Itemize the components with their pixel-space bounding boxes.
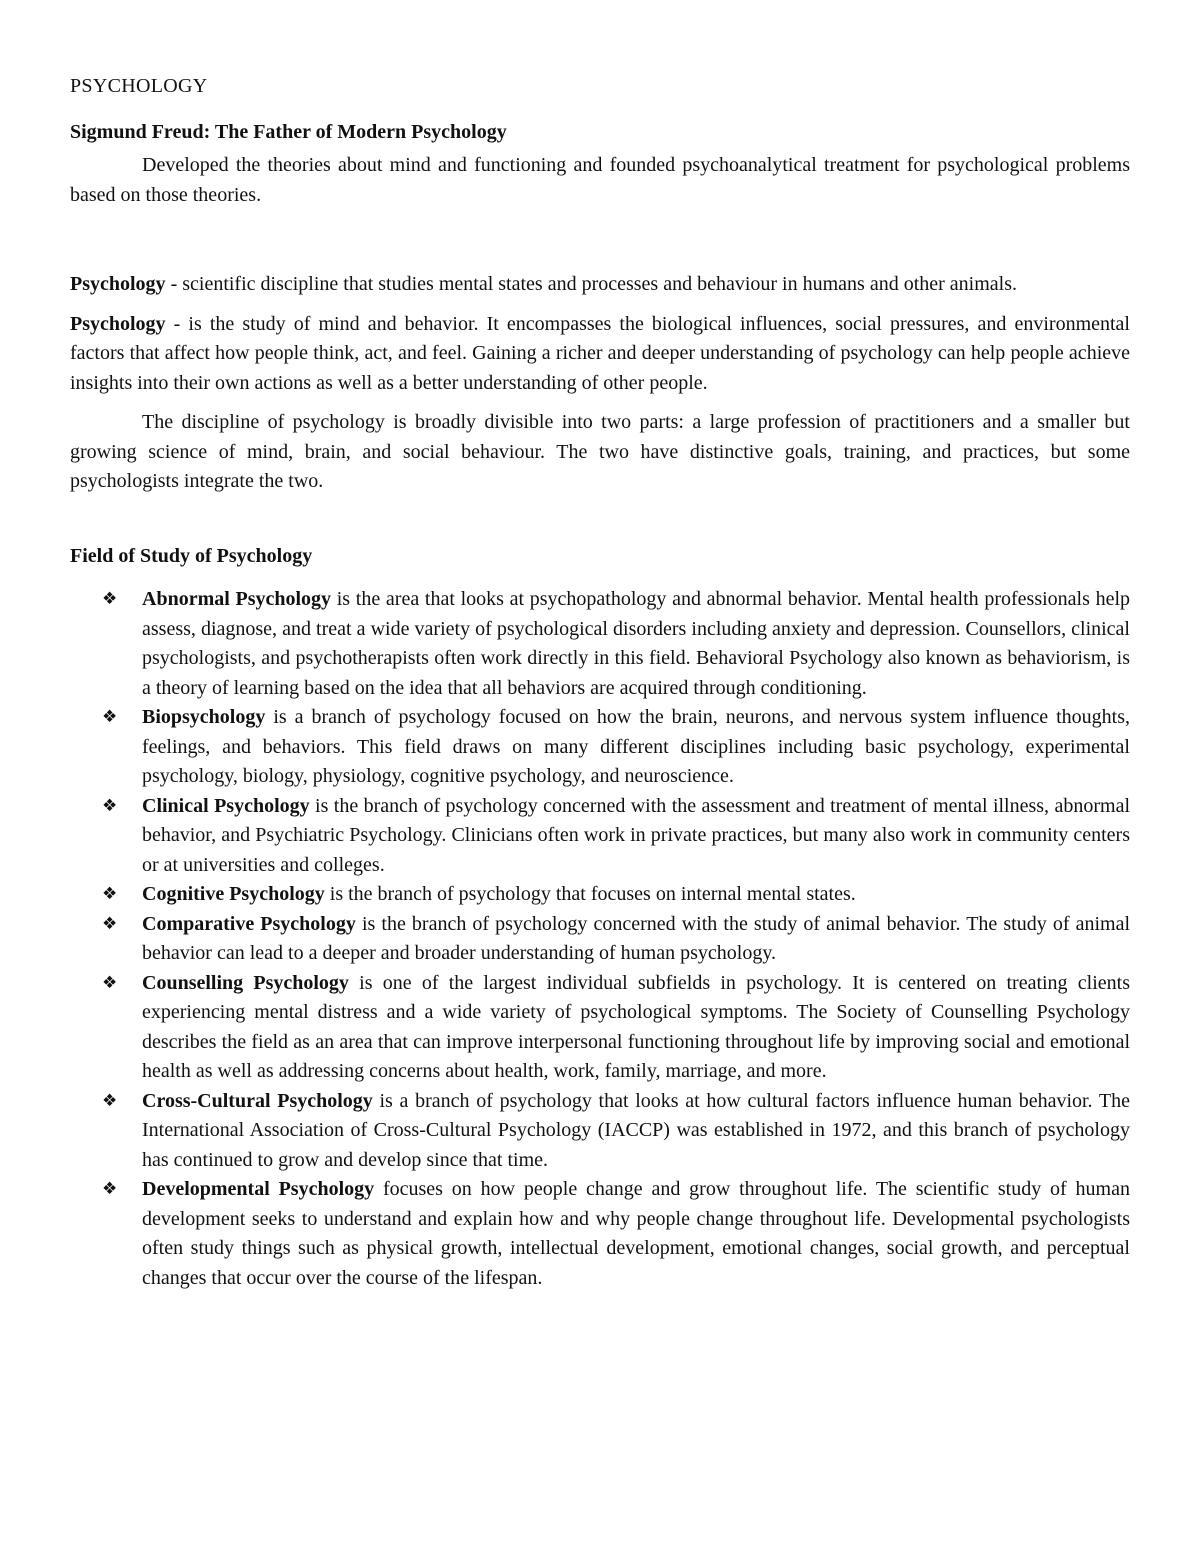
diamond-bullet-icon: ❖ — [102, 1090, 118, 1111]
definition-term: Psychology — [70, 312, 166, 335]
list-item — [70, 910, 1130, 969]
freud-paragraph: Developed the theories about mind and functioning and founded psychoanalytical treatment for psychological problems based on those theories. — [70, 154, 1130, 206]
definition-term: Psychology — [70, 273, 166, 295]
definition-text: - is the study of mind and behavior. It encompasses the biological influences, social pressures, and environmental factors that affect how people think, act, and feel. Gaining a richer and deeper understanding of psychology can help people achieve insights into their own actions as well as a better understanding of other people. — [70, 312, 1130, 394]
field-text: is one of the largest individual subfields in psychology. It is centered on treating clients experiencing mental distress and a wide variety of psychological symptoms. The Society of Counselling Psychology describes the field as an area that can improve interpersonal functioning throughout life by improving social and emotional health as well as addressing concerns about health, work, family, marriage, and more. — [142, 971, 1130, 1082]
fields-list — [70, 585, 1130, 1293]
definition-paragraph-2 — [70, 310, 1130, 399]
document-title: PSYCHOLOGY — [70, 75, 208, 97]
field-name: Cross-Cultural Psychology — [142, 1089, 373, 1112]
field-name: Abnormal Psychology — [142, 588, 332, 610]
diamond-bullet-icon: ❖ — [102, 913, 118, 934]
list-item — [70, 792, 1130, 881]
definition-paragraph-1 — [70, 270, 1130, 300]
list-item — [70, 880, 1130, 910]
field-text: is the area that looks at psychopathology and abnormal behavior. Mental health professionals help assess, diagnose, and treat a wide variety of psychological disorders including anxiety and depression. Counsellors, clinical psychologists, and psychotherapists often work directly in this field. Behavioral Psychology also known as behaviorism, is a theory of learning based on the idea that all behaviors are acquired through conditioning. — [142, 588, 1130, 699]
freud-subtitle: Sigmund Freud: The Father of Modern Psychology — [70, 120, 507, 143]
field-text: is the branch of psychology concerned with the assessment and treatment of mental illness, abnormal behavior, and Psychiatric Psychology. Clinicians often work in private practices, but many also work in community centers or at universities and colleges. — [142, 794, 1130, 876]
document-page — [70, 72, 1130, 1293]
list-item — [70, 1087, 1130, 1176]
diamond-bullet-icon: ❖ — [102, 707, 118, 727]
diamond-bullet-icon: ❖ — [102, 795, 118, 816]
field-text: focuses on how people change and grow throughout life. The scientific study of human development seeks to understand and explain how and why people change throughout life. Developmental psychologists often study things such as physical growth, intellectual development, emotional changes, social growth, and perceptual changes that occur over the course of the lifespan. — [142, 1178, 1130, 1289]
field-text: is a branch of psychology focused on how the brain, neurons, and nervous system influence thoughts, feelings, and behaviors. This field draws on many different disciplines including basic psychology, experimental psychology, biology, physiology, cognitive psychology, and neuroscience. — [142, 706, 1130, 787]
field-name: Biopsychology — [142, 706, 266, 728]
definition-text: - scientific discipline that studies mental states and processes and behaviour in humans and other animals. — [165, 273, 1018, 295]
field-name: Comparative Psychology — [142, 912, 356, 935]
diamond-bullet-icon: ❖ — [102, 884, 118, 904]
list-item — [70, 1175, 1130, 1293]
field-name: Counselling Psychology — [142, 971, 349, 994]
diamond-bullet-icon: ❖ — [102, 589, 118, 609]
diamond-bullet-icon: ❖ — [102, 1179, 118, 1199]
field-text: is the branch of psychology that focuses on internal mental states. — [324, 883, 856, 905]
field-text: is the branch of psychology concerned with the study of animal behavior. The study of animal behavior can lead to a deeper and broader understanding of human psychology. — [142, 912, 1130, 964]
field-name: Developmental Psychology — [142, 1178, 375, 1200]
list-item — [70, 969, 1130, 1087]
list-item — [70, 585, 1130, 703]
fields-heading: Field of Study of Psychology — [70, 544, 313, 567]
field-name: Clinical Psychology — [142, 794, 310, 817]
list-item — [70, 703, 1130, 792]
diamond-bullet-icon: ❖ — [102, 972, 118, 993]
discipline-paragraph: The discipline of psychology is broadly divisible into two parts: a large profession of practitioners and a smaller but growing science of mind, brain, and social behaviour. The two have distinctive goals, training, and practices, but some psychologists integrate the two. — [70, 411, 1130, 492]
field-text: is a branch of psychology that looks at how cultural factors influence human behavior. The International Association of Cross-Cultural Psychology (IACCP) was established in 1972, and this branch of psychology has continued to grow and develop since that time. — [142, 1089, 1130, 1171]
field-name: Cognitive Psychology — [142, 883, 325, 905]
